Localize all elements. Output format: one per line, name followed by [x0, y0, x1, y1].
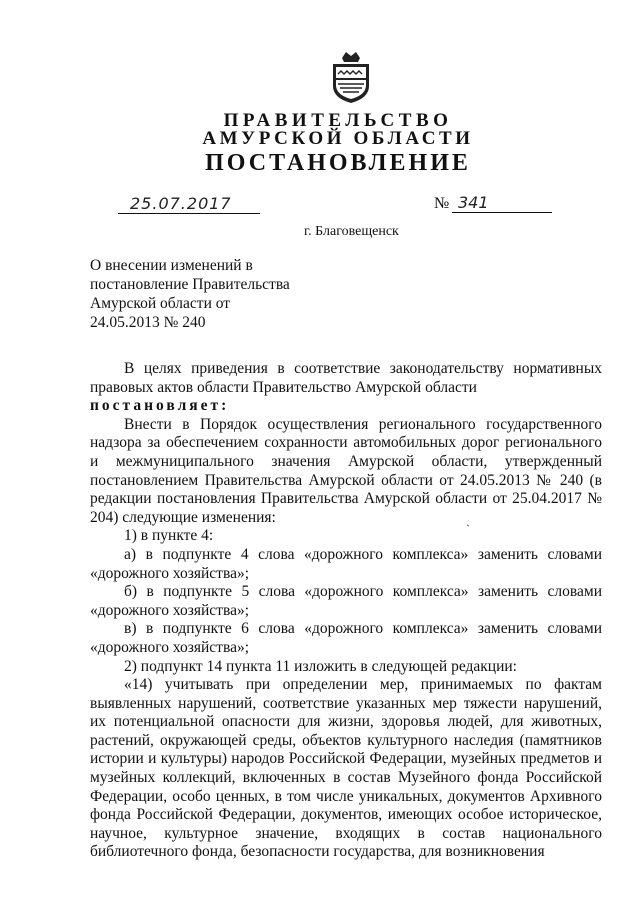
- document-subject: [90, 256, 330, 332]
- document-body: [90, 360, 602, 862]
- resolve-word: постановляет:: [90, 397, 230, 415]
- item-1c: в) в подпункте 6 слова «дорожного комплекса» заменить словами «дорожного хозяйства»;: [90, 620, 602, 656]
- coat-of-arms-icon: [328, 48, 374, 104]
- subject-line: постановление Правительства: [90, 276, 290, 293]
- preamble-paragraph: В целях приведения в соответствие законодательству нормативных правовых актов области Правительство Амурской области: [90, 360, 602, 396]
- subject-line: О внесении изменений в: [90, 257, 253, 274]
- document-date: 25.07.2017: [118, 194, 260, 214]
- item-2-text: «14) учитывать при определении мер, принимаемых по фактам выявленных нарушений, соответствие указанных мер тяжести нарушений, их потенциальной опасности для жизни, здоровья людей, для животных, растений, окружающей среды, объектов культурного наследия (памятников истории и культуры) народов Российской Федерации, музейных предметов и музейных коллекций, включенных в состав Музейного фонда Российской Федерации, особо ценных, в том числе уникальных, документов Архивного фонда Российской Федерации, документов, имеющих особое историческое, научное, культурное значение, входящих в состав национального библиотечного фонда, безопасности государства, для возникновения: [90, 676, 602, 861]
- document-number: 341: [452, 193, 552, 213]
- item-1: 1) в пункте 4:: [124, 527, 214, 545]
- item-1a: а) в подпункте 4 слова «дорожного комплекса» заменить словами «дорожного хозяйства»;: [90, 545, 602, 582]
- subject-line: 24.05.2013 № 240: [90, 314, 206, 331]
- document-type: ПОСТАНОВЛЕНИЕ: [205, 150, 471, 176]
- number-label: №: [434, 195, 450, 212]
- stray-mark: ˎ: [466, 513, 470, 527]
- item-2: 2) подпункт 14 пункта 11 изложить в следующей редакции:: [124, 657, 517, 675]
- item-1b: б) в подпункте 5 слова «дорожного комплекса» заменить словами «дорожного хозяйства»;: [90, 583, 602, 619]
- government-title: ПРАВИТЕЛЬСТВО: [223, 110, 453, 131]
- region-title: АМУРСКОЙ ОБЛАСТИ: [202, 128, 474, 149]
- subject-line: Амурской области от: [90, 295, 231, 312]
- intro-paragraph: Внести в Порядок осуществления регионального государственного надзора за обеспечением сохранности автомобильных дорог регионального и межмуниципального значения Амурской области, утвержденный постановлением Правительства Амурской области от 24.05.2013 № 240 (в редакции постановления Правительства Амурской области от 25.04.2017 № 204) следующие изменения:: [90, 415, 602, 526]
- city: г. Благовещенск: [304, 224, 399, 239]
